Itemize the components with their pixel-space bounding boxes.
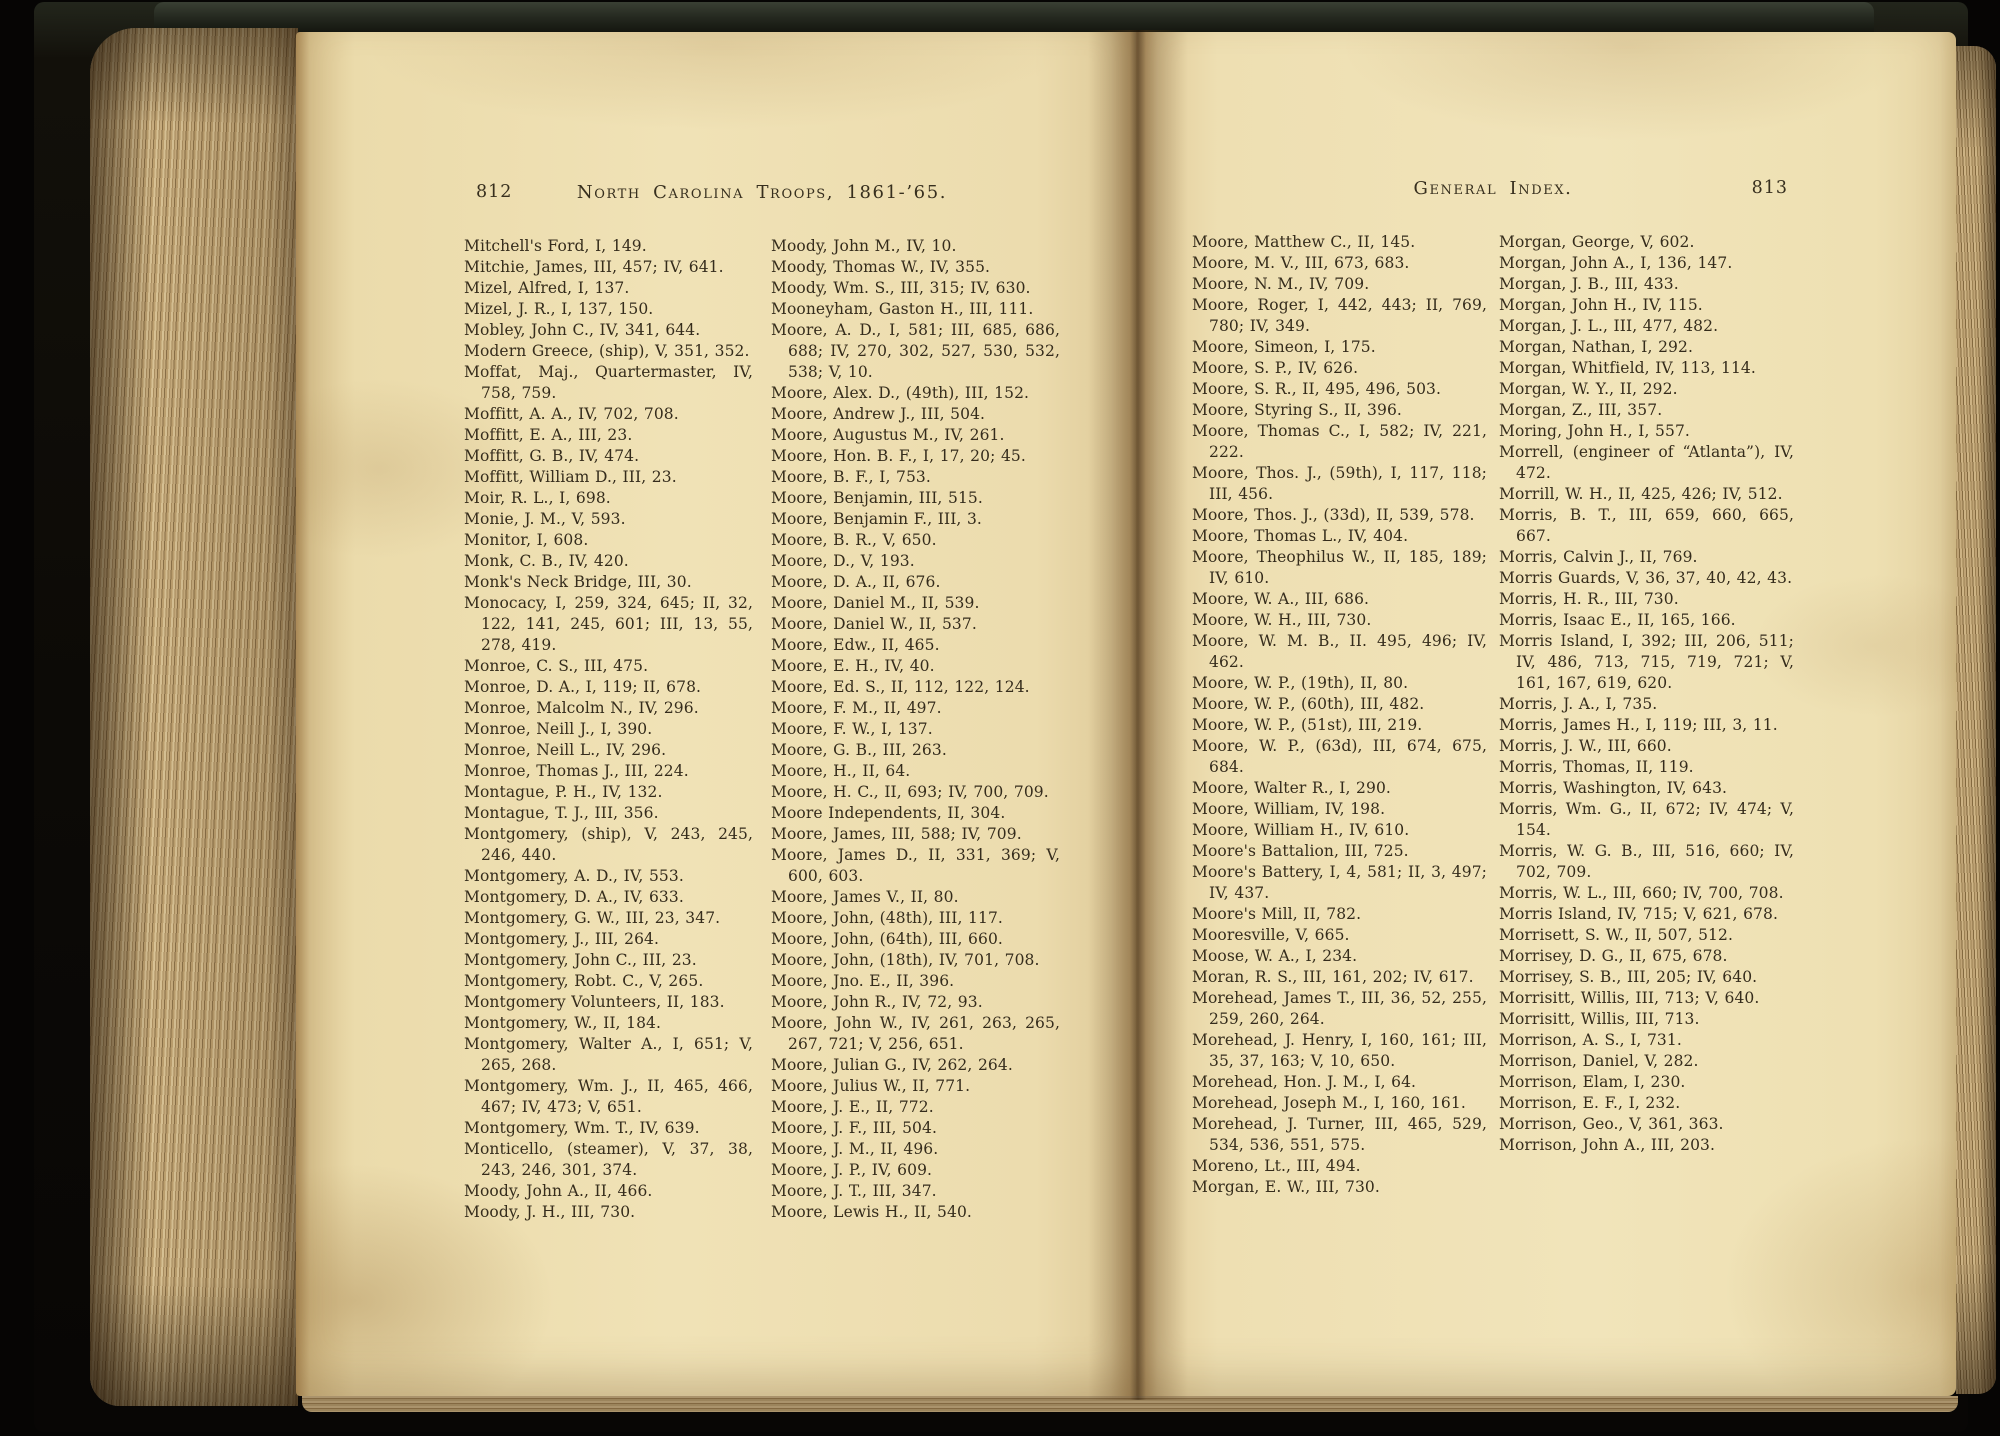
right-page-text (1192, 178, 1794, 1198)
index-entry: Mobley, John C., IV, 341, 644. (464, 321, 701, 339)
index-entry: Moore, John, (18th), IV, 701, 708. (771, 951, 1040, 969)
index-entry: Moody, Thomas W., IV, 355. (771, 258, 991, 276)
index-entry: Moore, Benjamin, III, 515. (771, 489, 983, 507)
index-entry: Morrison, Elam, I, 230. (1499, 1073, 1686, 1091)
index-entry: Morris, James H., I, 119; III, 3, 11. (1499, 716, 1778, 734)
index-entry: Moore, M. V., III, 673, 683. (1192, 254, 1410, 272)
index-entry: Moir, R. L., I, 698. (464, 489, 611, 507)
index-entry: Moffitt, G. B., IV, 474. (464, 447, 640, 465)
index-entry: Morris, W. L., III, 660; IV, 700, 708. (1499, 884, 1784, 902)
index-entry: Moose, W. A., I, 234. (1192, 947, 1358, 965)
running-header-right: General Index. (1413, 178, 1573, 199)
index-entry: Moore, H., II, 64. (771, 762, 911, 780)
index-entry: Moody, John A., II, 466. (464, 1182, 653, 1200)
index-entry: Morehead, Joseph M., I, 160, 161. (1192, 1094, 1466, 1112)
index-entry: Montgomery, Wm. J., II, 465, 466, 467; IV, 473; V, 651. (464, 1077, 753, 1116)
index-entry: Moore, William H., IV, 610. (1192, 821, 1410, 839)
index-entry: Monk's Neck Bridge, III, 30. (464, 573, 692, 591)
index-column (464, 236, 753, 1223)
index-entry: Morrisett, S. W., II, 507, 512. (1499, 926, 1733, 944)
book-cover-top-edge (154, 2, 1874, 32)
index-entry: Moore, Alex. D., (49th), III, 152. (771, 384, 1030, 402)
index-entry: Morris, B. T., III, 659, 660, 665, 667. (1499, 506, 1794, 545)
index-entry: Moore, Thos. J., (59th), I, 117, 118; III, 456. (1192, 464, 1487, 503)
index-entry: Mooneyham, Gaston H., III, 111. (771, 300, 1034, 318)
index-entry: Moore, E. H., IV, 40. (771, 657, 935, 675)
index-entry: Morris, W. G. B., III, 516, 660; IV, 702, 709. (1499, 842, 1794, 881)
page-edges-left (90, 28, 298, 1406)
index-entry: Morgan, John H., IV, 115. (1499, 296, 1703, 314)
index-entry: Moody, Wm. S., III, 315; IV, 630. (771, 279, 1031, 297)
page-edges-right (1956, 46, 1996, 1394)
left-page-text (464, 182, 1060, 1223)
index-entry: Mooresville, V, 665. (1192, 926, 1350, 944)
index-entry: Moore, James V., II, 80. (771, 888, 959, 906)
index-entry: Morrisitt, Willis, III, 713; V, 640. (1499, 989, 1760, 1007)
index-entry: Montague, P. H., IV, 132. (464, 783, 663, 801)
index-entry: Moore, Matthew C., II, 145. (1192, 233, 1416, 251)
index-entry: Morgan, J. B., III, 433. (1499, 275, 1679, 293)
index-entry: Montgomery, G. W., III, 23, 347. (464, 909, 721, 927)
index-entry: Morgan, J. L., III, 477, 482. (1499, 317, 1719, 335)
index-entry: Moore, B. F., I, 753. (771, 468, 931, 486)
index-entry: Monroe, D. A., I, 119; II, 678. (464, 678, 702, 696)
index-entry: Moore, Simeon, I, 175. (1192, 338, 1376, 356)
index-entry: Morgan, E. W., III, 730. (1192, 1178, 1380, 1196)
index-column (1192, 232, 1487, 1198)
index-entry: Morehead, James T., III, 36, 52, 255, 259, 260, 264. (1192, 989, 1487, 1028)
index-entry: Morris, J. A., I, 735. (1499, 695, 1658, 713)
index-entry: Moore's Battery, I, 4, 581; II, 3, 497; IV, 437. (1192, 863, 1487, 902)
index-entry: Morehead, J. Turner, III, 465, 529, 534, 536, 551, 575. (1192, 1115, 1487, 1154)
index-entry: Moore's Mill, II, 782. (1192, 905, 1362, 923)
index-entry: Morrison, John A., III, 203. (1499, 1136, 1716, 1154)
index-entry: Morris, Isaac E., II, 165, 166. (1499, 611, 1736, 629)
right-page (1136, 32, 1956, 1396)
index-entry: Montague, T. J., III, 356. (464, 804, 659, 822)
index-entry: Moore, S. P., IV, 626. (1192, 359, 1359, 377)
index-entry: Moffat, Maj., Quartermaster, IV, 758, 759. (464, 363, 753, 402)
index-entry: Moore, G. B., III, 263. (771, 741, 947, 759)
index-entry: Moore, J. P., IV, 609. (771, 1161, 933, 1179)
index-entry: Moore, W. A., III, 686. (1192, 590, 1370, 608)
index-entry: Moore, Julius W., II, 771. (771, 1077, 971, 1095)
index-entry: Moore, John, (48th), III, 117. (771, 909, 1003, 927)
index-entry: Moore, J. E., II, 772. (771, 1098, 934, 1116)
index-entry: Morrison, A. S., I, 731. (1499, 1031, 1682, 1049)
index-entry: Moore, Benjamin F., III, 3. (771, 510, 982, 528)
index-entry: Moore, Lewis H., II, 540. (771, 1203, 972, 1221)
index-entry: Moore, F. W., I, 137. (771, 720, 933, 738)
index-entry: Moore, B. R., V, 650. (771, 531, 937, 549)
index-entry: Montgomery Volunteers, II, 183. (464, 993, 725, 1011)
index-entry: Moore, Andrew J., III, 504. (771, 405, 986, 423)
right-page-header (1192, 178, 1794, 206)
index-entry: Monocacy, I, 259, 324, 645; II, 32, 122, 141, 245, 601; III, 13, 55, 278, 419. (464, 594, 753, 654)
book (34, 2, 1968, 1432)
left-page-header (464, 182, 1060, 210)
index-entry: Moore, Julian G., IV, 262, 264. (771, 1056, 1013, 1074)
index-entry: Moore, J. M., II, 496. (771, 1140, 939, 1158)
index-entry: Moore, Edw., II, 465. (771, 636, 940, 654)
index-entry: Moffitt, E. A., III, 23. (464, 426, 633, 444)
index-entry: Moore, James D., II, 331, 369; V, 600, 603. (771, 846, 1060, 885)
index-entry: Moore, A. D., I, 581; III, 685, 686, 688; IV, 270, 302, 527, 530, 532, 538; V, 10. (771, 321, 1060, 381)
index-entry: Montgomery, Walter A., I, 651; V, 265, 268. (464, 1035, 753, 1074)
index-entry: Moody, John M., IV, 10. (771, 237, 957, 255)
index-entry: Moore, N. M., IV, 709. (1192, 275, 1370, 293)
index-entry: Morrisey, S. B., III, 205; IV, 640. (1499, 968, 1758, 986)
index-entry: Mitchie, James, III, 457; IV, 641. (464, 258, 724, 276)
index-entry: Mizel, J. R., I, 137, 150. (464, 300, 654, 318)
index-entry: Moore, Jno. E., II, 396. (771, 972, 955, 990)
index-entry: Moore, Daniel W., II, 537. (771, 615, 977, 633)
index-entry: Moore, William, IV, 198. (1192, 800, 1386, 818)
index-entry: Moran, R. S., III, 161, 202; IV, 617. (1192, 968, 1474, 986)
index-entry: Monie, J. M., V, 593. (464, 510, 626, 528)
index-entry: Morgan, George, V, 602. (1499, 233, 1695, 251)
index-entry: Mizel, Alfred, I, 137. (464, 279, 630, 297)
index-entry: Morrill, W. H., II, 425, 426; IV, 512. (1499, 485, 1783, 503)
index-entry: Moore, John, (64th), III, 660. (771, 930, 1003, 948)
index-entry: Morris, J. W., III, 660. (1499, 737, 1672, 755)
index-entry: Morris Guards, V, 36, 37, 40, 42, 43. (1499, 569, 1793, 587)
index-entry: Moore, Walter R., I, 290. (1192, 779, 1391, 797)
running-header-left: North Carolina Troops, 1861-’65. (576, 182, 948, 203)
index-entry: Morehead, J. Henry, I, 160, 161; III, 35, 37, 163; V, 10, 650. (1192, 1031, 1487, 1070)
index-entry: Moffitt, A. A., IV, 702, 708. (464, 405, 679, 423)
index-entry: Moore, S. R., II, 495, 496, 503. (1192, 380, 1442, 398)
index-entry: Moore, Ed. S., II, 112, 122, 124. (771, 678, 1030, 696)
index-entry: Moffitt, William D., III, 23. (464, 468, 677, 486)
index-entry: Montgomery, (ship), V, 243, 245, 246, 440. (464, 825, 753, 864)
index-entry: Morrisitt, Willis, III, 713. (1499, 1010, 1700, 1028)
index-entry: Moore, Hon. B. F., I, 17, 20; 45. (771, 447, 1026, 465)
index-entry: Moore, John R., IV, 72, 93. (771, 993, 983, 1011)
index-entry: Moore, W. P., (19th), II, 80. (1192, 674, 1409, 692)
index-entry: Morgan, John A., I, 136, 147. (1499, 254, 1733, 272)
page-number-left: 812 (476, 182, 513, 202)
index-entry: Moore, Augustus M., IV, 261. (771, 426, 1005, 444)
index-entry: Morrisey, D. G., II, 675, 678. (1499, 947, 1728, 965)
index-entry: Morrison, Geo., V, 361, 363. (1499, 1115, 1724, 1133)
index-entry: Monitor, I, 608. (464, 531, 589, 549)
index-entry: Morris Island, I, 392; III, 206, 511; IV, 486, 713, 715, 719, 721; V, 161, 167, 619, 620. (1499, 632, 1794, 692)
index-entry: Moore, Styring S., II, 396. (1192, 401, 1402, 419)
index-entry: Morgan, Whitfield, IV, 113, 114. (1499, 359, 1756, 377)
index-entry: Monroe, Thomas J., III, 224. (464, 762, 689, 780)
index-entry: Morrell, (engineer of “Atlanta”), IV, 472. (1499, 443, 1794, 482)
index-entry: Moore, Thomas L., IV, 404. (1192, 527, 1409, 545)
index-entry: Moore, W. P., (63d), III, 674, 675, 684. (1192, 737, 1487, 776)
index-entry: Morris, Washington, IV, 643. (1499, 779, 1728, 797)
index-entry: Montgomery, A. D., IV, 553. (464, 867, 684, 885)
index-entry: Montgomery, Wm. T., IV, 639. (464, 1119, 700, 1137)
index-entry: Moore, F. M., II, 497. (771, 699, 942, 717)
index-entry: Montgomery, John C., III, 23. (464, 951, 697, 969)
index-entry: Morris, H. R., III, 730. (1499, 590, 1679, 608)
index-entry: Moore Independents, II, 304. (771, 804, 1006, 822)
index-entry: Moore, W. H., III, 730. (1192, 611, 1372, 629)
index-entry: Modern Greece, (ship), V, 351, 352. (464, 342, 750, 360)
index-entry: Morris, Wm. G., II, 672; IV, 474; V, 154. (1499, 800, 1794, 839)
index-entry: Morris Island, IV, 715; V, 621, 678. (1499, 905, 1778, 923)
left-page-columns (464, 236, 1060, 1223)
index-entry: Montgomery, D. A., IV, 633. (464, 888, 684, 906)
index-entry: Montgomery, J., III, 264. (464, 930, 660, 948)
page-number-right: 813 (1751, 178, 1788, 198)
index-entry: Moore, H. C., II, 693; IV, 700, 709. (771, 783, 1049, 801)
index-entry: Monticello, (steamer), V, 37, 38, 243, 246, 301, 374. (464, 1140, 753, 1179)
index-entry: Moore, W. P., (51st), III, 219. (1192, 716, 1423, 734)
index-entry: Moore, D., V, 193. (771, 552, 915, 570)
index-entry: Morgan, Z., III, 357. (1499, 401, 1663, 419)
index-column (1499, 232, 1794, 1198)
index-entry: Morgan, W. Y., II, 292. (1499, 380, 1678, 398)
index-entry: Morehead, Hon. J. M., I, 64. (1192, 1073, 1417, 1091)
index-entry: Moreno, Lt., III, 494. (1192, 1157, 1361, 1175)
index-entry: Monroe, Malcolm N., IV, 296. (464, 699, 699, 717)
index-entry: Moore, D. A., II, 676. (771, 573, 941, 591)
index-entry: Morrison, E. F., I, 232. (1499, 1094, 1681, 1112)
index-entry: Monroe, Neill J., I, 390. (464, 720, 653, 738)
index-entry: Moore, Daniel M., II, 539. (771, 594, 980, 612)
index-entry: Moore, W. M. B., II. 495, 496; IV, 462. (1192, 632, 1487, 671)
index-entry: Montgomery, W., II, 184. (464, 1014, 662, 1032)
index-entry: Monk, C. B., IV, 420. (464, 552, 629, 570)
index-entry: Moore's Battalion, III, 725. (1192, 842, 1409, 860)
index-column (771, 236, 1060, 1223)
index-entry: Morgan, Nathan, I, 292. (1499, 338, 1693, 356)
index-entry: Moore, John W., IV, 261, 263, 265, 267, 721; V, 256, 651. (771, 1014, 1060, 1053)
index-entry: Moore, Thos. J., (33d), II, 539, 578. (1192, 506, 1475, 524)
left-page (296, 32, 1136, 1396)
index-entry: Morris, Thomas, II, 119. (1499, 758, 1694, 776)
index-entry: Morrison, Daniel, V, 282. (1499, 1052, 1699, 1070)
index-entry: Monroe, C. S., III, 475. (464, 657, 649, 675)
index-entry: Moore, Theophilus W., II, 185, 189; IV, 610. (1192, 548, 1487, 587)
index-entry: Moore, Roger, I, 442, 443; II, 769, 780; IV, 349. (1192, 296, 1487, 335)
index-entry: Moore, W. P., (60th), III, 482. (1192, 695, 1425, 713)
index-entry: Morris, Calvin J., II, 769. (1499, 548, 1698, 566)
index-entry: Moore, J. F., III, 504. (771, 1119, 937, 1137)
index-entry: Moore, Thomas C., I, 582; IV, 221, 222. (1192, 422, 1487, 461)
index-entry: Monroe, Neill L., IV, 296. (464, 741, 667, 759)
page-edges-bottom (302, 1396, 1958, 1412)
right-page-columns (1192, 232, 1794, 1198)
index-entry: Moore, J. T., III, 347. (771, 1182, 937, 1200)
index-entry: Moore, James, III, 588; IV, 709. (771, 825, 1022, 843)
index-entry: Mitchell's Ford, I, 149. (464, 237, 647, 255)
index-entry: Moring, John H., I, 557. (1499, 422, 1690, 440)
index-entry: Montgomery, Robt. C., V, 265. (464, 972, 704, 990)
index-entry: Moody, J. H., III, 730. (464, 1203, 636, 1221)
